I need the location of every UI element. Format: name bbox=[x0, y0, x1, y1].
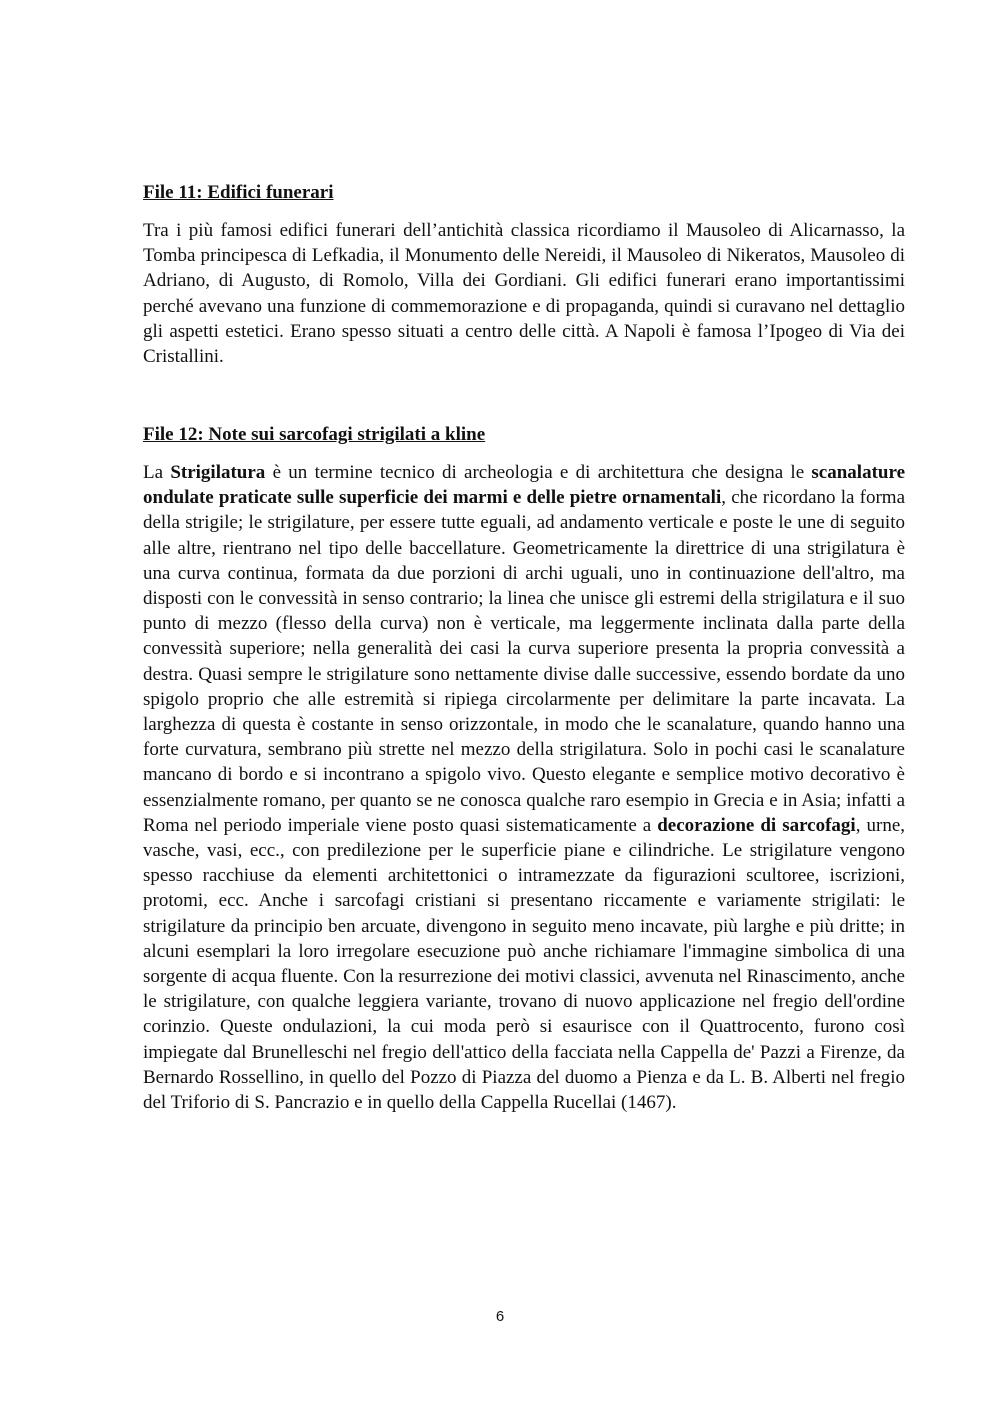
file-11-heading: File 11: Edifici funerari bbox=[143, 182, 334, 203]
file-12-text-3: , che ricordano la forma della strigile; le strigilature, per essere tutte eguali, ad andamento verticale e poste le une di seguito alle altre, rientrano nel tipo delle baccellature. Geometricamente la direttrice di una strigilatura è una curva continua, formata da due porzioni di archi uguali, uno in continuazione dell'altro, ma disposti con le convessità in senso contrario; la linea che unisce gli estremi della strigilatura e il suo punto di mezzo (flesso della curva) non è verticale, ma leggermente inclinata dalla parte della convessità superiore; nella generalità dei casi la curva superiore presenta la propria convessità a destra. Quasi sempre le strigilature sono nettamente divise dalle successive, essendo bordate da uno spigolo proprio che alle estremità si ripiega circolarmente per delimitare la parte incavata. La larghezza di questa è costante in senso orizzontale, in modo che le scanalature, quando hanno una forte curvatura, sembrano più strette nel mezzo della strigilatura. Solo in pochi casi le scanalature mancano di bordo e si incontrano a spigolo vivo. Questo elegante e semplice motivo decorativo è essenzialmente romano, per quanto se ne conosca qualche raro esempio in Grecia e in Asia; infatti a Roma nel periodo imperiale viene posto quasi sistematicamente a bbox=[143, 487, 905, 836]
term-scanalature: scanalature ondulate praticate sulle superficie dei marmi e delle pietre ornamentali bbox=[143, 462, 905, 509]
file-12-section bbox=[143, 422, 905, 1115]
file-12-text-2: è un termine tecnico di archeologia e di architettura che designa le bbox=[265, 462, 812, 483]
term-strigilatura: Strigilatura bbox=[170, 462, 266, 483]
file-12-text-4: , urne, vasche, vasi, ecc., con predilezione per le superficie piane e cilindriche. Le strigilature vengono spesso racchiuse da elementi architettonici o intramezzate da figurazioni scultoree, iscrizioni, protomi, ecc. Anche i sarcofagi cristiani si presentano riccamente e variamente strigilati: le strigilature da principio ben arcuate, divengono in seguito meno incavate, più larghe e più dritte; in alcuni esemplari la loro irregolare esecuzione può anche richiamare l'immagine simbolica di una sorgente di acqua fluente. Con la resurrezione dei motivi classici, avvenuta nel Rinascimento, anche le strigilature, con qualche leggiera variante, trovano di nuovo applicazione nel fregio dell'ordine corinzio. Queste ondulazioni, la cui moda però si esaurisce con il Quattrocento, furono così impiegate dal Brunelleschi nel fregio dell'attico della facciata nella Cappella de' Pazzi a Firenze, da Bernardo Rossellino, in quello del Pozzo di Piazza del duomo a Pienza e da L. B. Alberti nel fregio del Triforio di S. Pancrazio e in quello della Cappella Rucellai (1467). bbox=[143, 814, 905, 1114]
page-number: 6 bbox=[495, 1308, 505, 1325]
file-11-body: Tra i più famosi edifici funerari dell’antichità classica ricordiamo il Mausoleo di Alicarnasso, la Tomba principesca di Lefkadia, il Monumento delle Nereidi, il Mausoleo di Nikeratos, Mausoleo di Adriano, di Augusto, di Romolo, Villa dei Gordiani. Gli edifici funerari erano importantissimi perché avevano una funzione di commemorazione e di propaganda, quindi si curavano nel dettaglio gli aspetti estetici. Erano spesso situati a centro delle città. A Napoli è famosa l’Ipogeo di Via dei Cristallini. bbox=[143, 220, 905, 368]
file-12-text-1: La bbox=[143, 462, 171, 483]
file-11-section bbox=[143, 180, 905, 369]
term-decorazione: decorazione di sarcofagi bbox=[657, 814, 856, 836]
file-12-heading: File 12: Note sui sarcofagi strigilati a kline bbox=[143, 424, 486, 445]
file-12-body bbox=[143, 460, 905, 1115]
